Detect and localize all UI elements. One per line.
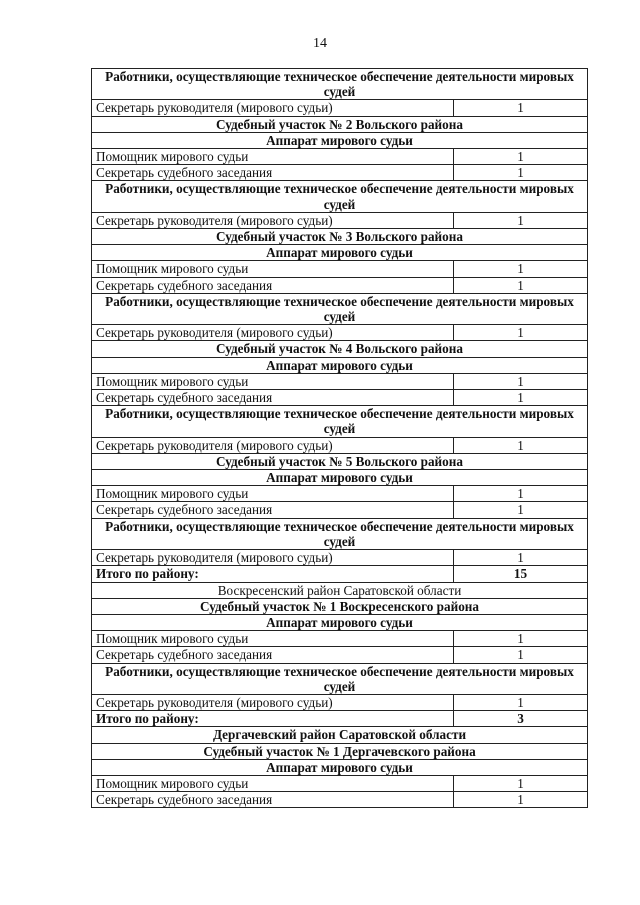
section-heading: Судебный участок № 2 Вольского района xyxy=(92,116,588,132)
position-label: Секретарь руководителя (мирового судьи) xyxy=(92,550,454,566)
position-label: Секретарь судебного заседания xyxy=(92,165,454,181)
position-count: 1 xyxy=(454,486,588,502)
table-row xyxy=(92,743,588,759)
position-count: 1 xyxy=(454,694,588,710)
table-row xyxy=(92,341,588,357)
table-row xyxy=(92,116,588,132)
table-row xyxy=(92,550,588,566)
table-row xyxy=(92,518,588,549)
table-row xyxy=(92,614,588,630)
table-row xyxy=(92,390,588,406)
position-count: 1 xyxy=(454,647,588,663)
table-row xyxy=(92,792,588,808)
section-heading: Работники, осуществляющие техническое обеспечение деятельности мировых судей xyxy=(92,406,588,437)
position-count: 1 xyxy=(454,261,588,277)
section-heading: Дергачевский район Саратовской области xyxy=(92,727,588,743)
district-total-label: Итого по району: xyxy=(92,566,454,582)
table-row xyxy=(92,245,588,261)
table-row xyxy=(92,727,588,743)
table-row xyxy=(92,277,588,293)
section-heading: Работники, осуществляющие техническое обеспечение деятельности мировых судей xyxy=(92,293,588,324)
region-heading: Воскресенский район Саратовской области xyxy=(92,582,588,598)
table-row xyxy=(92,775,588,791)
section-heading: Аппарат мирового судьи xyxy=(92,614,588,630)
position-label: Помощник мирового судьи xyxy=(92,775,454,791)
position-count: 1 xyxy=(454,775,588,791)
table-row xyxy=(92,437,588,453)
position-label: Секретарь руководителя (мирового судьи) xyxy=(92,437,454,453)
section-heading: Судебный участок № 5 Вольского района xyxy=(92,453,588,469)
position-count: 1 xyxy=(454,792,588,808)
table-row xyxy=(92,502,588,518)
table-row xyxy=(92,373,588,389)
table-row xyxy=(92,100,588,116)
position-label: Помощник мирового судьи xyxy=(92,149,454,165)
position-count: 1 xyxy=(454,325,588,341)
district-total-value: 15 xyxy=(454,566,588,582)
table-row xyxy=(92,759,588,775)
table-row xyxy=(92,647,588,663)
table-row xyxy=(92,470,588,486)
district-total-value: 3 xyxy=(454,711,588,727)
section-heading: Аппарат мирового судьи xyxy=(92,470,588,486)
section-heading: Аппарат мирового судьи xyxy=(92,245,588,261)
section-heading: Аппарат мирового судьи xyxy=(92,132,588,148)
section-heading: Работники, осуществляющие техническое обеспечение деятельности мировых судей xyxy=(92,518,588,549)
table-row xyxy=(92,486,588,502)
table-row xyxy=(92,453,588,469)
page-number: 14 xyxy=(313,36,327,51)
position-count: 1 xyxy=(454,149,588,165)
position-label: Секретарь руководителя (мирового судьи) xyxy=(92,100,454,116)
section-heading: Судебный участок № 3 Вольского района xyxy=(92,229,588,245)
position-label: Секретарь руководителя (мирового судьи) xyxy=(92,694,454,710)
position-count: 1 xyxy=(454,100,588,116)
position-label: Секретарь руководителя (мирового судьи) xyxy=(92,325,454,341)
position-label: Секретарь судебного заседания xyxy=(92,277,454,293)
position-count: 1 xyxy=(454,165,588,181)
table-row xyxy=(92,357,588,373)
position-label: Секретарь судебного заседания xyxy=(92,502,454,518)
position-label: Секретарь судебного заседания xyxy=(92,390,454,406)
section-heading: Аппарат мирового судьи xyxy=(92,759,588,775)
table-row xyxy=(92,132,588,148)
table-row xyxy=(92,293,588,324)
table-row xyxy=(92,582,588,598)
table-row xyxy=(92,694,588,710)
table-row xyxy=(92,663,588,694)
position-count: 1 xyxy=(454,373,588,389)
table-row xyxy=(92,711,588,727)
staffing-table-body xyxy=(92,69,588,808)
table-row xyxy=(92,325,588,341)
position-count: 1 xyxy=(454,550,588,566)
position-count: 1 xyxy=(454,502,588,518)
district-total-label: Итого по району: xyxy=(92,711,454,727)
table-row xyxy=(92,566,588,582)
table-row xyxy=(92,229,588,245)
section-heading: Судебный участок № 1 Дергачевского района xyxy=(92,743,588,759)
table-row xyxy=(92,165,588,181)
section-heading: Работники, осуществляющие техническое обеспечение деятельности мировых судей xyxy=(92,69,588,100)
position-count: 1 xyxy=(454,437,588,453)
section-heading: Судебный участок № 1 Воскресенского района xyxy=(92,598,588,614)
position-count: 1 xyxy=(454,277,588,293)
table-row xyxy=(92,598,588,614)
position-label: Помощник мирового судьи xyxy=(92,261,454,277)
position-label: Помощник мирового судьи xyxy=(92,373,454,389)
staffing-table xyxy=(91,68,588,808)
position-label: Помощник мирового судьи xyxy=(92,631,454,647)
position-count: 1 xyxy=(454,212,588,228)
section-heading: Аппарат мирового судьи xyxy=(92,357,588,373)
position-label: Секретарь руководителя (мирового судьи) xyxy=(92,212,454,228)
table-row xyxy=(92,406,588,437)
table-row xyxy=(92,261,588,277)
position-count: 1 xyxy=(454,631,588,647)
section-heading: Работники, осуществляющие техническое обеспечение деятельности мировых судей xyxy=(92,663,588,694)
section-heading: Работники, осуществляющие техническое обеспечение деятельности мировых судей xyxy=(92,181,588,212)
table-row xyxy=(92,181,588,212)
table-row xyxy=(92,631,588,647)
position-count: 1 xyxy=(454,390,588,406)
table-row xyxy=(92,149,588,165)
position-label: Секретарь судебного заседания xyxy=(92,647,454,663)
table-row xyxy=(92,69,588,100)
position-label: Секретарь судебного заседания xyxy=(92,792,454,808)
section-heading: Судебный участок № 4 Вольского района xyxy=(92,341,588,357)
table-row xyxy=(92,212,588,228)
position-label: Помощник мирового судьи xyxy=(92,486,454,502)
